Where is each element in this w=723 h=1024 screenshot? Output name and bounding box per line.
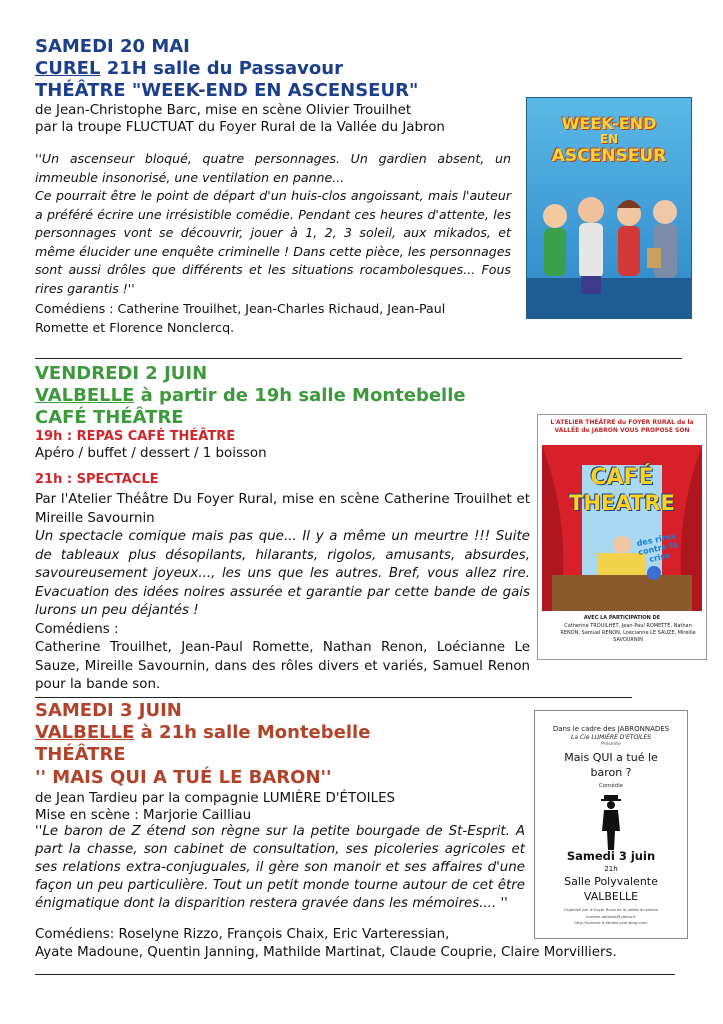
divider-1 bbox=[35, 358, 682, 359]
s3-description: ''Le baron de Z étend son règne sur la petite bourgade de St-Esprit. A part la chasse, son cabinet de consultation, ses picoleries agricoles et ses relations extra-conjuguales, il gère son manoir et ses affaires d'une façon un peu particulière. Tout un petit monde tourne autour de cet être énigmatique dont la disparition restera gravée dans les mémoires.... '' bbox=[35, 824, 525, 911]
poster-mais-qui-a-tue-le-baron bbox=[534, 710, 688, 939]
s1-title: THÉÂTRE "WEEK-END EN ASCENSEUR" bbox=[35, 80, 419, 101]
poster3-small3: http://lumiere-d-etoiles.over-blog.com/ bbox=[574, 920, 648, 925]
s1-cast: Comédiens : Catherine Trouilhet, Jean-Charles Richaud, Jean-Paul Romette et Florence Nonclercq. bbox=[35, 301, 446, 335]
s2-cast-label: Comédiens : bbox=[35, 621, 119, 637]
poster3-title: Mais QUI a tué le baron ? bbox=[564, 751, 658, 779]
poster1-characters-illustration bbox=[527, 178, 691, 318]
poster1-title1: WEEK-END bbox=[561, 114, 657, 133]
s3-author: de Jean Tardieu par la compagnie LUMIÈRE D'ÉTOILES bbox=[35, 791, 396, 806]
s2-body bbox=[35, 491, 530, 695]
s3-kind: THÉÂTRE bbox=[35, 744, 126, 765]
s1-place-rest: 21H salle du Passavour bbox=[100, 58, 343, 79]
s1-date: SAMEDI 20 MAI bbox=[35, 36, 190, 57]
s2-place-line bbox=[35, 385, 466, 406]
poster-week-end-en-ascenseur bbox=[526, 97, 692, 319]
s1-description bbox=[35, 150, 511, 298]
divider-3 bbox=[35, 974, 675, 975]
s2-cast: Catherine Trouilhet, Jean-Paul Romette, Nathan Renon, Loécianne Le Sauze, Mireille Savournin, dans des rôles divers et variés, Samuel Renon pour la bande son. bbox=[35, 640, 530, 692]
s3-cast2: Ayate Madoune, Quentin Janning, Mathilde Martinat, Claude Couprie, Claire Morvilliers. bbox=[35, 945, 617, 960]
s1-author: de Jean-Christophe Barc, mise en scène Olivier Trouilhet bbox=[35, 103, 412, 118]
s3-date: SAMEDI 3 JUIN bbox=[35, 700, 182, 721]
poster3-date: Samedi 3 juin bbox=[566, 849, 656, 863]
poster1-title3: ASCENSEUR bbox=[551, 146, 667, 166]
s1-place: CUREL bbox=[35, 58, 101, 79]
s2-by: Par l'Atelier Théâtre Du Foyer Rural, mise en scène Catherine Trouilhet et Mireille Savournin bbox=[35, 492, 530, 526]
poster1-title2: EN bbox=[599, 132, 619, 146]
poster2-footer: Catherine TROUILHET, Jean-Paul ROMETTE, Nathan RENON, Samuel RENON, Loécianne LE SAUZE, Mireille SAVOURNIN bbox=[560, 623, 696, 643]
s3-place-rest: à 21h salle Montebelle bbox=[134, 722, 371, 743]
poster3-genre: Comédie bbox=[598, 783, 624, 789]
s3-place: VALBELLE bbox=[35, 722, 135, 743]
s2-place-rest: à partir de 19h salle Montebelle bbox=[134, 385, 466, 406]
poster3-line2: La Cie LUMIÈRE D'ETOILES bbox=[571, 734, 651, 741]
s3-place-line bbox=[35, 722, 370, 743]
poster3-line3: Présente bbox=[601, 742, 621, 747]
s2-date: VENDREDI 2 JUIN bbox=[35, 363, 208, 384]
poster2-tagline: des rires contre la crise bbox=[635, 531, 679, 564]
poster3-small1: Organisé par le Foyer Rural de la vallée du Jabron bbox=[563, 907, 659, 912]
s3-cast1: Comédiens: Roselyne Rizzo, François Chaix, Eric Varteressian, bbox=[35, 927, 450, 942]
poster3-venue: Salle Polyvalente bbox=[564, 875, 658, 888]
s2-place: VALBELLE bbox=[35, 385, 135, 406]
s2-description: Un spectacle comique mais pas que... Il y a même un meurtre !!! Suite de tableaux plus désopilants, hilarants, rigolos, amusants, absurdes, savoureusement joyeux..., les uns que les autres. Bref, vous allez rire. Evacuation des idées noires assurée et garantie par cette bande de gais lurons un peu déjantés ! bbox=[35, 529, 530, 618]
s1-place-line bbox=[35, 58, 343, 79]
poster2-header: L'ATELIER THÉÂTRE du FOYER RURAL de la VALLÉE de JABRON VOUS PROPOSE SON bbox=[550, 419, 694, 434]
poster3-time: 21h bbox=[604, 865, 618, 873]
s2-meal: Apéro / buffet / dessert / 1 boisson bbox=[35, 446, 267, 461]
s1-desc-para2: Ce pourrait être le point de départ d'un huis-clos angoissant, mais l'auteur a préféré écrire une irrésistible comédie. Pendant ces heures d'attente, les personnages vont se découvrir, jouer à 1, 2, 3 soleil, aux mikados, et même élucider une enquête criminelle ! Dans cette pièce, les personnages sont aussi drôles que différents et les situations rocambolesques... Fous rires garantis !'' bbox=[35, 188, 511, 296]
poster2-footer-label: AVEC LA PARTICIPATION DE bbox=[583, 615, 661, 621]
poster3-line1: Dans le cadre des JABRONNADES bbox=[552, 725, 670, 733]
poster2-title1: CAFÉ bbox=[590, 465, 654, 490]
poster2-title2: THEATRE bbox=[569, 491, 675, 515]
s1-desc-para1: ''Un ascenseur bloqué, quatre personnages. Un gardien absent, un immeuble insonorisé, une ventilation en panne... bbox=[35, 151, 511, 185]
s2-meal-label: 19h : REPAS CAFÉ THÉÂTRE bbox=[35, 429, 236, 444]
poster3-silhouette-illustration bbox=[595, 795, 627, 851]
s3-director: Mise en scène : Marjorie Cailliau bbox=[35, 808, 252, 823]
poster3-town: VALBELLE bbox=[583, 890, 639, 903]
s2-show-label: 21h : SPECTACLE bbox=[35, 472, 159, 487]
poster-cafe-theatre bbox=[537, 414, 707, 660]
divider-2 bbox=[35, 697, 632, 698]
poster3-small2: lumiere.detoiles@yahoo.fr bbox=[585, 914, 636, 919]
s1-troupe: par la troupe FLUCTUAT du Foyer Rural de la Vallée du Jabron bbox=[35, 120, 445, 135]
s2-title: CAFÉ THÉÂTRE bbox=[35, 407, 184, 428]
s3-title: '' MAIS QUI A TUÉ LE BARON'' bbox=[35, 767, 332, 788]
